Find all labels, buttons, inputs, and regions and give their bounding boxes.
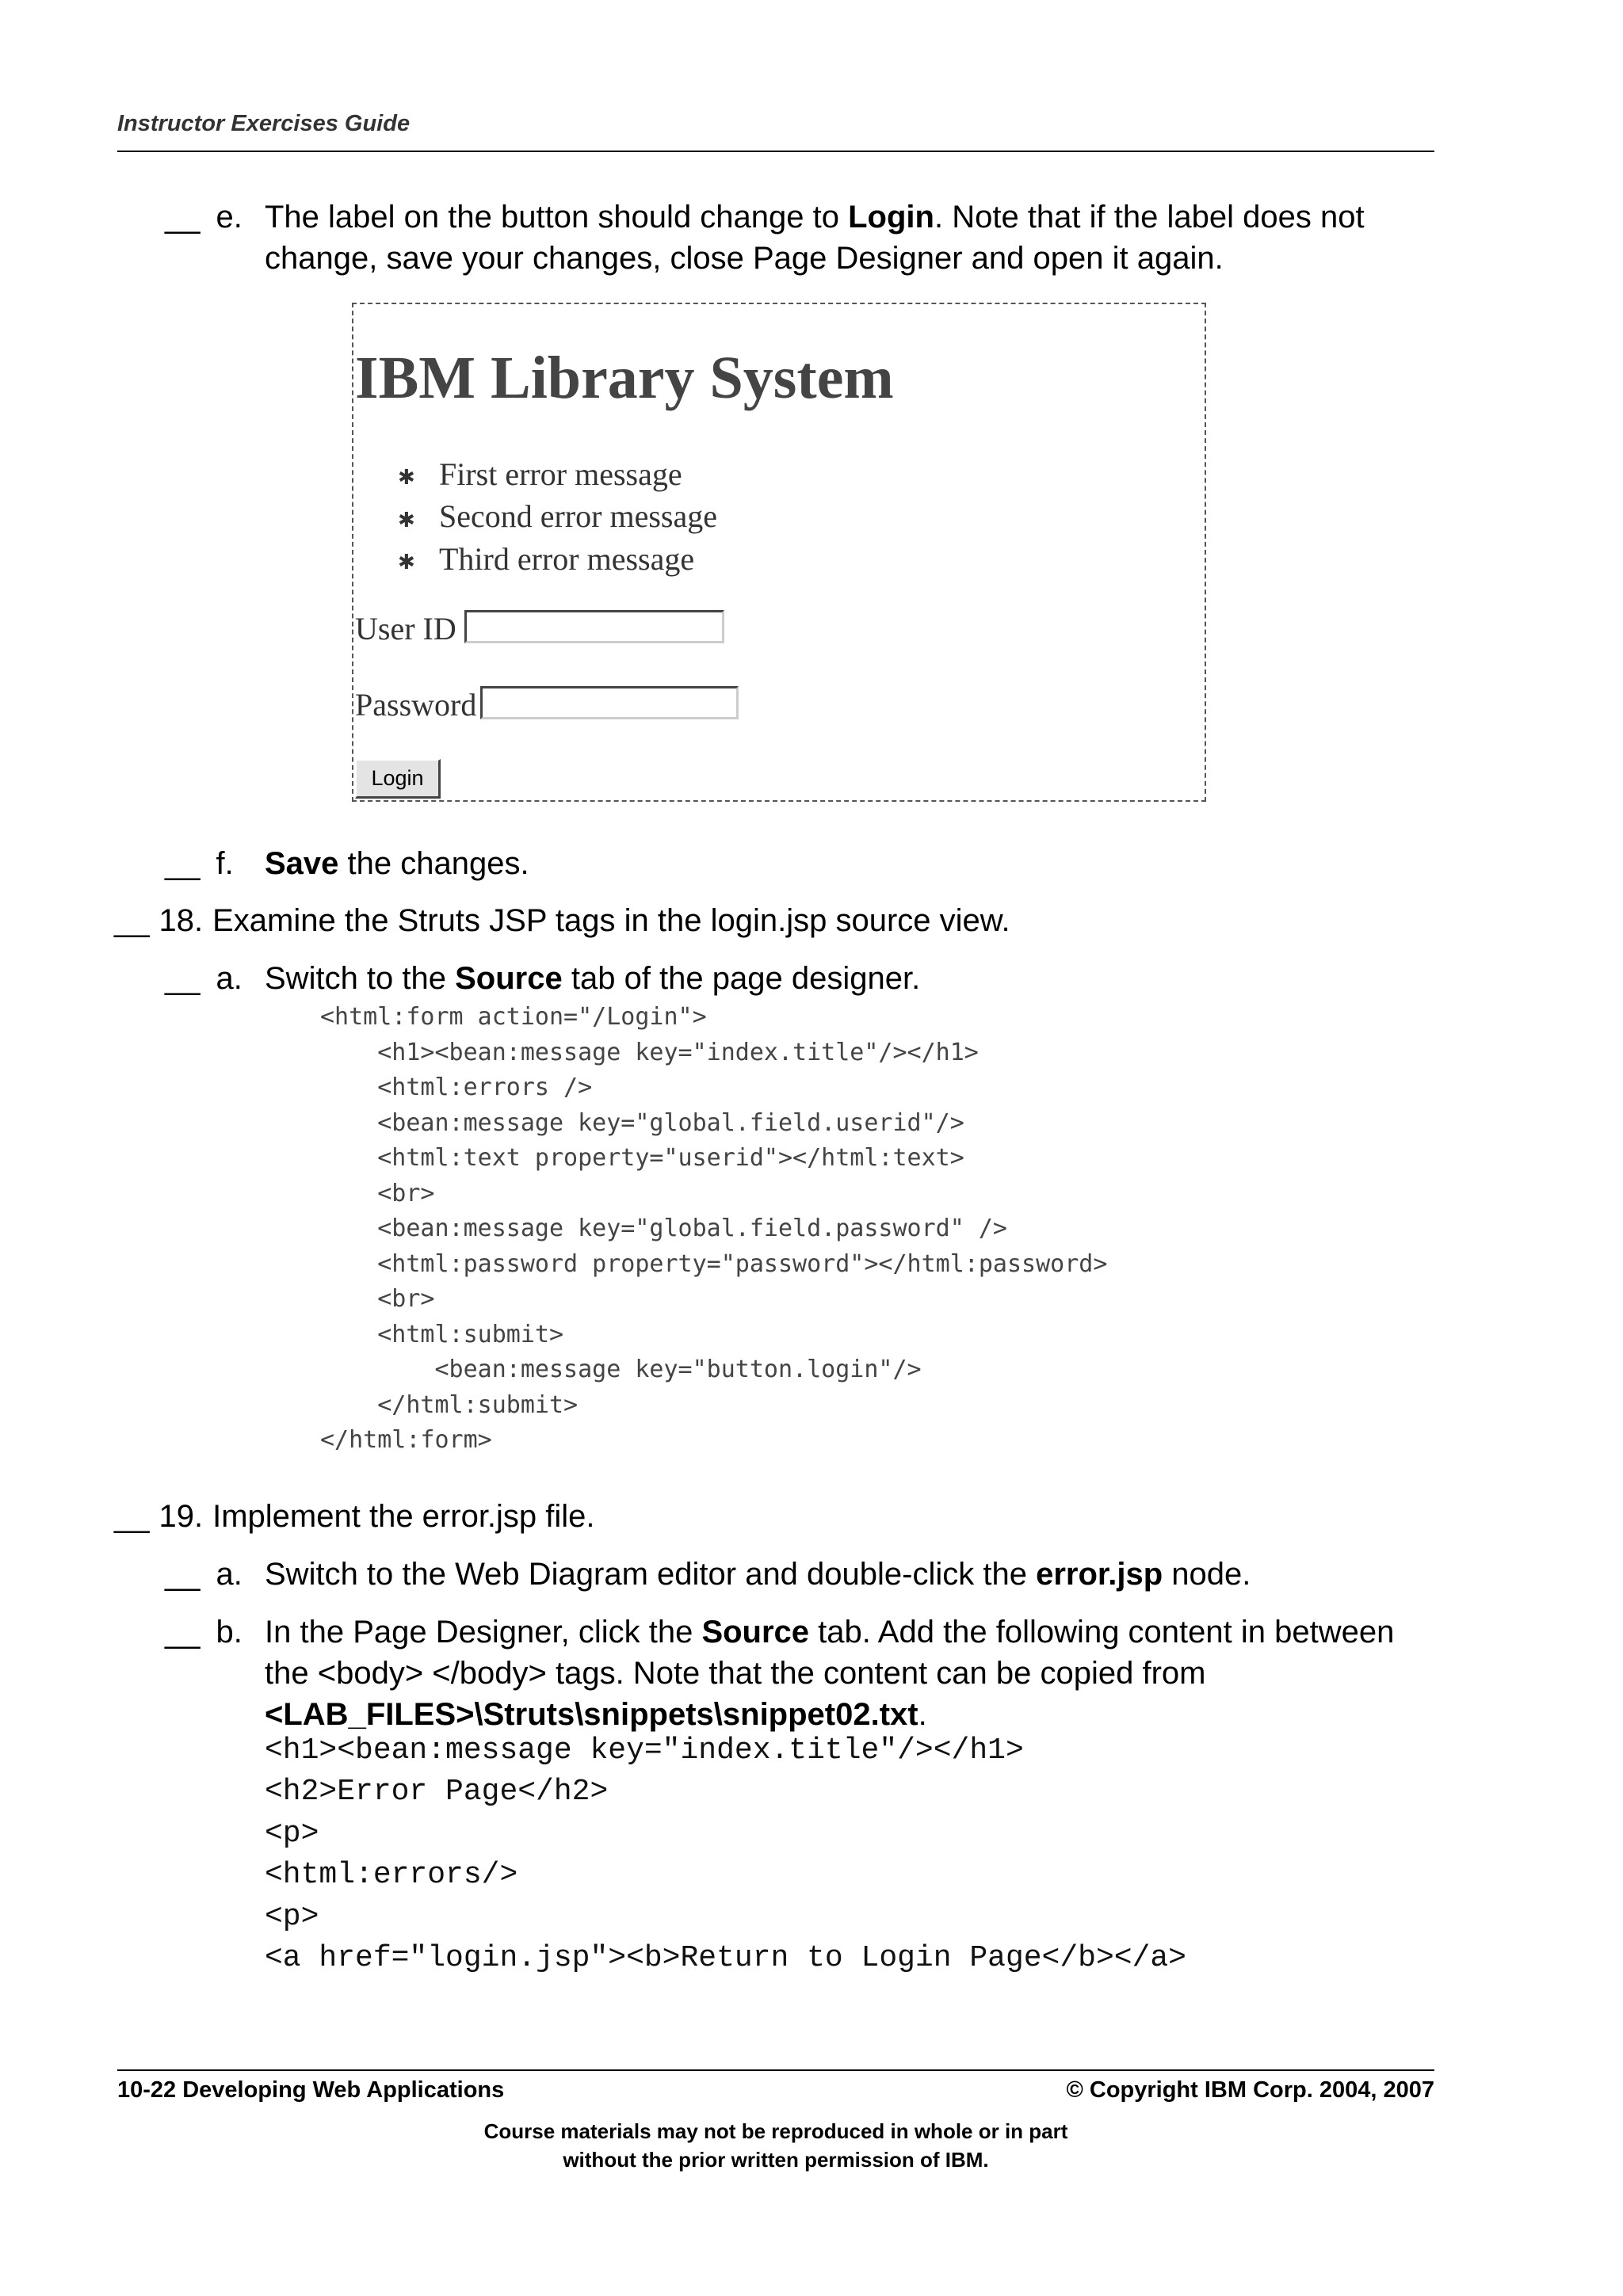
footer-copyright: © Copyright IBM Corp. 2004, 2007 xyxy=(1066,2077,1434,2103)
step-marker: 19. xyxy=(158,1499,204,1534)
code-line: </html:submit> xyxy=(320,1390,579,1419)
code-line: <html:text property="userid"></html:text> xyxy=(320,1144,964,1172)
checkbox-blank: __ xyxy=(165,1615,200,1650)
step-e xyxy=(165,196,242,238)
step-f-text: Save the changes. xyxy=(265,846,529,881)
code-line: <a href="login.jsp"><b>Return to Login Page</b></a> xyxy=(265,1941,1186,1976)
checkbox-blank: __ xyxy=(165,200,200,235)
step-19a xyxy=(165,1554,242,1595)
code-line: <html:submit> xyxy=(320,1320,564,1348)
code-line: <h1><bean:message key="index.title"/></h1> xyxy=(265,1733,1024,1768)
step-18: __ 18. Examine the Struts JSP tags in the login.jsp source view. xyxy=(114,900,1010,941)
code-line: <h1><bean:message key="index.title"/></h1> xyxy=(320,1038,979,1066)
userid-label: User ID xyxy=(355,611,456,646)
bullet-icon: ✱ xyxy=(398,550,415,574)
error-message-list xyxy=(398,455,717,582)
step-19b-text-line3: <LAB_FILES>\Struts\snippets\snippet02.txt. xyxy=(265,1697,927,1732)
footer-notice-line1: Course materials may not be reproduced in whole or in part xyxy=(483,2119,1068,2143)
code-line: <html:password property="password"></html:password> xyxy=(320,1249,1108,1278)
error-page-code xyxy=(265,1730,1186,1979)
code-line: </html:form> xyxy=(320,1426,492,1454)
code-line: <html:errors /> xyxy=(320,1074,593,1101)
checkbox-blank: __ xyxy=(165,846,200,881)
checkbox-blank: __ xyxy=(114,1499,150,1534)
login-page-screenshot xyxy=(352,303,1206,802)
list-item: ✱ First error message xyxy=(398,455,717,497)
password-label: Password xyxy=(355,687,477,723)
step-e-text-line2: change, save your changes, close Page Designer and open it again. xyxy=(265,241,1224,276)
code-line: <p> xyxy=(265,1816,319,1851)
step-marker: b. xyxy=(216,1615,242,1650)
file-path: <LAB_FILES>\Struts\snippets\snippet02.txt xyxy=(265,1697,918,1732)
checkbox-blank: __ xyxy=(165,1557,200,1592)
password-input[interactable] xyxy=(480,686,739,719)
code-line: <html:form action="/Login"> xyxy=(320,1003,707,1031)
footer-rule xyxy=(117,2069,1434,2071)
list-item: ✱ Third error message xyxy=(398,540,717,582)
step-marker: a. xyxy=(216,1557,242,1592)
bullet-icon: ✱ xyxy=(398,466,415,490)
step-marker: f. xyxy=(216,846,234,881)
step-19b-text-line2: the <body> </body> tags. Note that the content can be copied from xyxy=(265,1656,1206,1691)
list-item: ✱ Second error message xyxy=(398,497,717,539)
bold-term: error.jsp xyxy=(1036,1557,1163,1592)
bullet-icon: ✱ xyxy=(398,508,415,532)
figure-title: IBM Library System xyxy=(355,345,894,411)
step-e-text: The label on the button should change to Login. Note that if the label does not xyxy=(265,200,1365,235)
step-19: __ 19. Implement the error.jsp file. xyxy=(114,1496,595,1537)
code-line: <bean:message key="button.login"/> xyxy=(320,1356,922,1383)
step-marker: 18. xyxy=(158,903,204,938)
code-line: <bean:message key="global.field.userid"/> xyxy=(320,1108,964,1137)
checkbox-blank: __ xyxy=(165,961,200,996)
code-line: <br> xyxy=(320,1285,435,1313)
userid-input[interactable] xyxy=(464,610,724,643)
header-rule xyxy=(117,151,1434,152)
step-f xyxy=(165,843,234,884)
code-line: <html:errors/> xyxy=(265,1858,518,1893)
step-19b xyxy=(165,1611,242,1653)
bold-term: Save xyxy=(265,846,339,881)
code-line: <br> xyxy=(320,1179,435,1207)
footer-page-label: 10-22 Developing Web Applications xyxy=(117,2077,505,2103)
footer-notice-line2: without the prior written permission of IBM. xyxy=(563,2148,989,2172)
step-marker: a. xyxy=(216,961,242,996)
code-line: <h2>Error Page</h2> xyxy=(265,1775,609,1810)
bold-term: Source xyxy=(701,1615,810,1650)
login-button[interactable]: Login xyxy=(355,759,441,799)
step-19b-text: In the Page Designer, click the Source tab. Add the following content in between xyxy=(265,1615,1395,1650)
step-18a xyxy=(165,958,242,999)
code-line: <bean:message key="global.field.password" /> xyxy=(320,1215,1007,1242)
step-18a-text: Switch to the Source tab of the page designer. xyxy=(265,961,921,996)
bold-term: Source xyxy=(455,961,563,996)
step-marker: e. xyxy=(216,200,242,235)
struts-form-code xyxy=(320,1000,1107,1459)
bold-term: Login xyxy=(848,200,934,235)
code-line: <p> xyxy=(265,1899,319,1934)
running-header: Instructor Exercises Guide xyxy=(117,111,411,136)
step-19a-text: Switch to the Web Diagram editor and double-click the error.jsp node. xyxy=(265,1557,1251,1592)
checkbox-blank: __ xyxy=(114,903,150,938)
